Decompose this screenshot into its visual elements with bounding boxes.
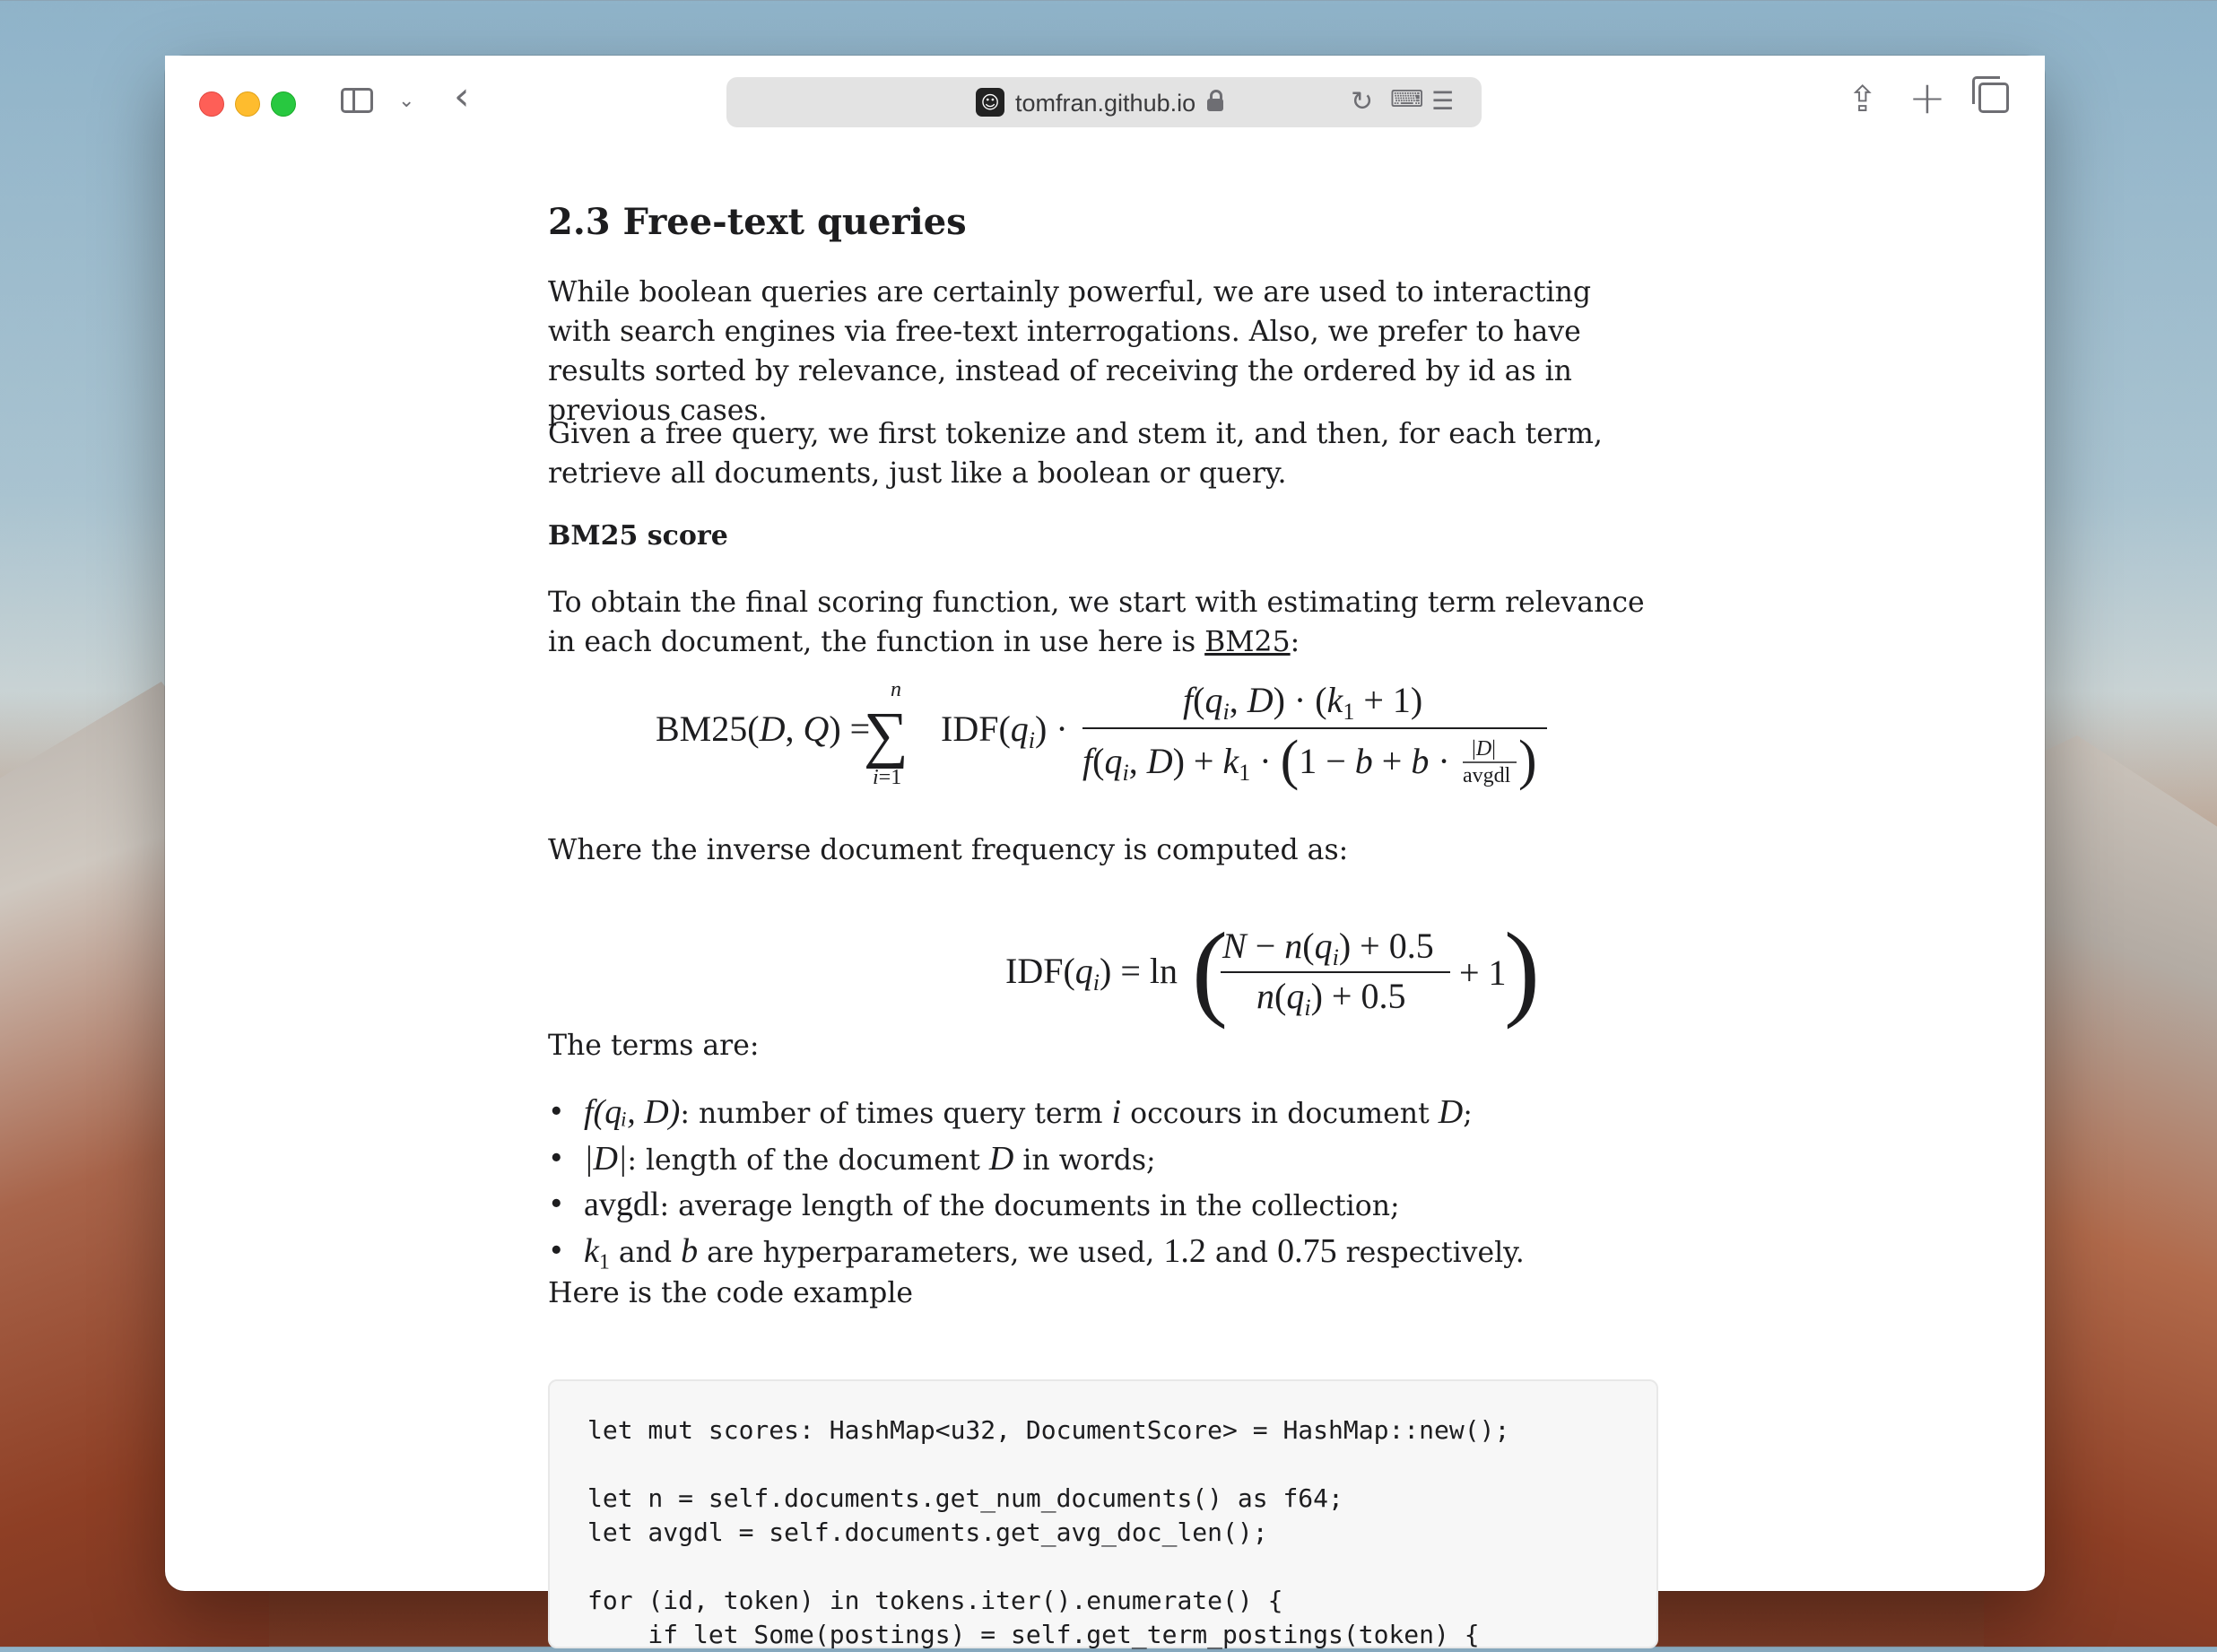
- list-item: [548, 1091, 1525, 1137]
- idf-close-paren: ): [1504, 910, 1540, 1030]
- paragraph-bm25-text: To obtain the final scoring function, we start with estimating term relevance in each document, the function in use here is: [548, 587, 1645, 658]
- code-line: [587, 1550, 1619, 1584]
- paragraph-bm25: [548, 583, 1660, 662]
- formula-bm25-lhs: BM25(D, Q) =: [656, 709, 871, 749]
- code-line: [587, 1448, 1619, 1482]
- term-math: f(qᵢ, D): [584, 1093, 681, 1131]
- code-line: if let Some(postings) = self.get_term_postings(token) {: [587, 1620, 1480, 1649]
- code-line: let mut scores: HashMap<u32, DocumentScore> = HashMap::new();: [587, 1415, 1510, 1445]
- zoom-window-button[interactable]: [271, 91, 296, 117]
- reload-icon[interactable]: ↻: [1351, 86, 1374, 117]
- code-line: for (id, token) in tokens.iter().enumerate() {: [587, 1586, 1283, 1615]
- subheading-bm25: BM25 score: [548, 520, 728, 552]
- translate-icon[interactable]: ⌨: [1390, 86, 1424, 113]
- term-var2: D: [1438, 1093, 1464, 1131]
- browser-toolbar: [165, 56, 2045, 149]
- formula-avgdl: avgdl: [1463, 764, 1511, 787]
- idf-open-paren: (: [1192, 910, 1228, 1030]
- close-window-button[interactable]: [199, 91, 224, 117]
- idf-numerator: $N - n(q_i) + 0.5$: [1222, 926, 1434, 970]
- code-line: let n = self.documents.get_num_documents() as f64;: [587, 1483, 1343, 1513]
- reader-icon[interactable]: ☰: [1431, 86, 1455, 116]
- bm25-link[interactable]: BM25: [1204, 626, 1291, 658]
- sum-lower: i=1: [873, 766, 902, 789]
- formula-idf-term: $IDF(q_i)$ ·: [941, 709, 1068, 753]
- tab-overview-icon[interactable]: [1978, 83, 2009, 113]
- term-end: ;: [1463, 1098, 1473, 1130]
- idf-denominator: $n(q_i) + 0.5$: [1256, 976, 1406, 1021]
- minimize-window-button[interactable]: [235, 91, 260, 117]
- term-math: avgdl: [584, 1186, 660, 1223]
- list-item: [548, 1137, 1525, 1184]
- term-text3: and: [1205, 1236, 1278, 1269]
- term-text: : average length of the documents in the collection;: [659, 1190, 1400, 1222]
- chevron-left-icon[interactable]: ‹: [454, 74, 470, 119]
- term-math: |D|: [584, 1139, 628, 1178]
- paragraph-terms-intro: The terms are:: [548, 1030, 760, 1062]
- term-var: i: [1111, 1093, 1122, 1131]
- term-text: : number of times query term: [680, 1098, 1112, 1130]
- term-text2: are hyperparameters, we used,: [698, 1236, 1164, 1269]
- lock-icon: [1207, 99, 1223, 111]
- sum-upper: n: [891, 678, 901, 701]
- paragraph-intro: While boolean queries are certainly powerful, we are used to interacting with search engines via free-text interrogations. Also, we prefer to have results sorted by relevance, instead of receiving the ordered by id as in previous cases.: [548, 276, 1592, 427]
- list-item: [548, 1183, 1525, 1230]
- term-var: b: [681, 1231, 699, 1270]
- formula-denominator: $f(q_i$, $D) + k_1 \cdot (1 - b + b$ ·: [1082, 730, 1450, 791]
- formula-d-abs: |D|: [1472, 737, 1496, 761]
- term-var: D: [988, 1139, 1014, 1178]
- idf-formula: [548, 884, 1660, 1037]
- term-value-2: 0.75: [1277, 1231, 1337, 1270]
- code-block: [548, 1379, 1658, 1648]
- term-subscript: 1: [598, 1249, 610, 1274]
- paragraph-bm25-end: :: [1290, 626, 1300, 658]
- paragraph-tokenize: Given a free query, we first tokenize and stem it, and then, for each term, retrieve all documents, just like a boolean or query.: [548, 418, 1603, 490]
- code-line: let avgdl = self.documents.get_avg_doc_len();: [587, 1517, 1268, 1547]
- term-text: : length of the document: [627, 1143, 989, 1177]
- formula-numerator: $f(q_i$, $D) \cdot (k_1 + 1)$: [1183, 680, 1423, 725]
- sum-sign: ∑: [864, 700, 909, 769]
- term-text2: in words;: [1013, 1143, 1156, 1177]
- chevron-down-icon[interactable]: ⌄: [398, 90, 415, 112]
- share-icon[interactable]: ⇪: [1848, 79, 1878, 120]
- term-text4: respectively.: [1336, 1236, 1525, 1269]
- formula-close-paren: ): [1518, 730, 1537, 791]
- term-math: k: [584, 1231, 599, 1270]
- site-favicon-icon: ☺: [976, 88, 1004, 117]
- paragraph-idf-intro: Where the inverse document frequency is computed as:: [548, 834, 1349, 866]
- term-value-1: 1.2: [1163, 1231, 1206, 1270]
- browser-window: [165, 56, 2045, 1649]
- terms-list: [548, 1091, 1525, 1284]
- term-text2: occours in document: [1121, 1098, 1439, 1130]
- bm25-formula: [656, 673, 1552, 798]
- address-bar[interactable]: [726, 77, 1482, 127]
- paragraph-code-intro: Here is the code example: [548, 1277, 914, 1309]
- sidebar-icon[interactable]: [341, 88, 373, 113]
- term-text: and: [609, 1236, 682, 1269]
- url-text[interactable]: tomfran.github.io: [1015, 90, 1196, 117]
- plus-icon[interactable]: +: [1908, 72, 1946, 124]
- section-title: 2.3 Free-text queries: [548, 201, 967, 243]
- idf-plus-one: + 1: [1459, 952, 1507, 993]
- idf-lhs: $IDF(q_i) = \ln$: [1005, 951, 1178, 996]
